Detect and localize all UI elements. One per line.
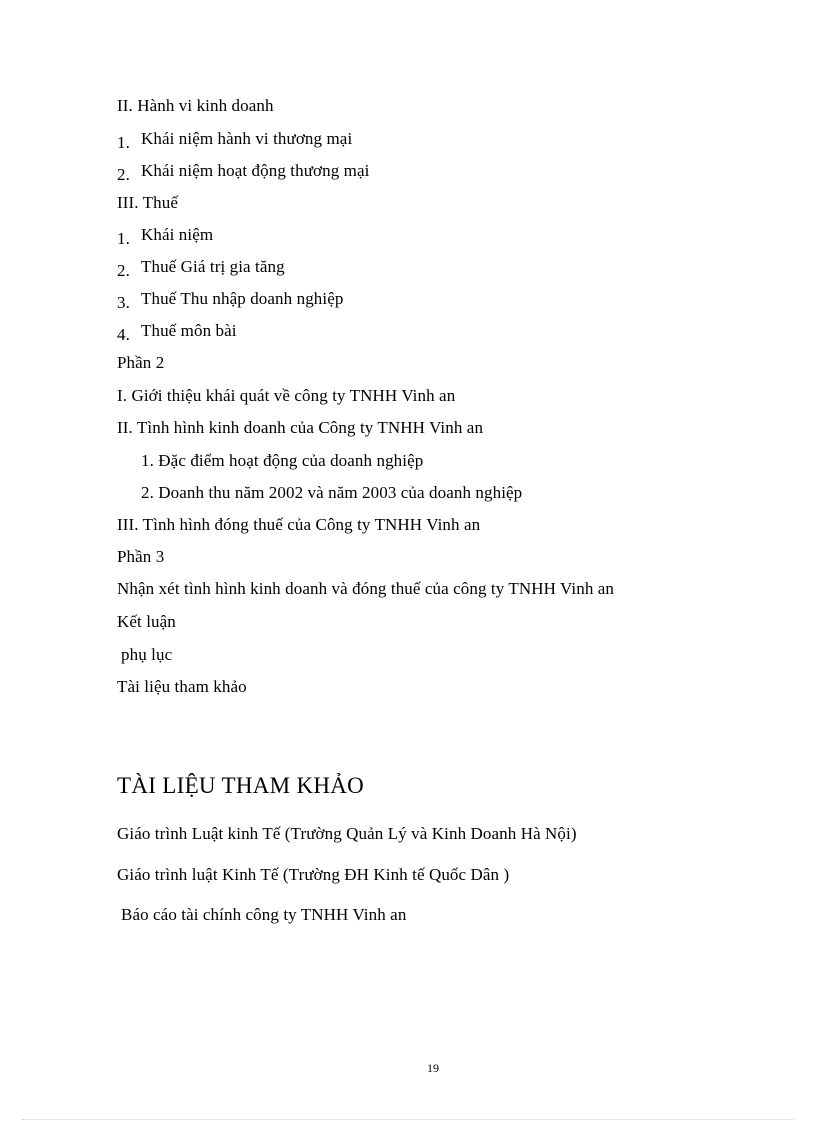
page-bottom-divider bbox=[22, 1119, 794, 1120]
toc-item-label: Khái niệm hành vi thương mại bbox=[141, 129, 353, 148]
toc-references: Tài liệu tham khảo bbox=[117, 677, 247, 696]
toc-item-number: 1. bbox=[117, 133, 130, 152]
toc-item-iii-1 bbox=[117, 225, 214, 248]
bibliography-ref-1: Giáo trình Luật kinh Tế (Trường Quản Lý và Kinh Doanh Hà Nội) bbox=[117, 824, 577, 843]
toc-item-iii-2 bbox=[117, 257, 285, 280]
toc-section-iii: III. Thuế bbox=[117, 193, 179, 212]
toc-p2-section-ii: II. Tình hình kinh doanh của Công ty TNHH Vinh an bbox=[117, 418, 484, 437]
toc-item-number: 3. bbox=[117, 293, 130, 312]
toc-section-ii: II. Hành vi kinh doanh bbox=[117, 96, 274, 115]
bibliography-ref-2: Giáo trình luật Kinh Tế (Trường ĐH Kinh tế Quốc Dân ) bbox=[117, 865, 510, 884]
toc-item-ii-1 bbox=[117, 129, 353, 152]
toc-item-number: 2. bbox=[117, 165, 130, 184]
toc-p3-text: Nhận xét tình hình kinh doanh và đóng thuế của công ty TNHH Vinh an bbox=[117, 579, 615, 598]
toc-appendix: phụ lục bbox=[121, 645, 173, 664]
toc-item-iii-3 bbox=[117, 289, 344, 312]
toc-p2-section-iii: III. Tình hình đóng thuế của Công ty TNHH Vinh an bbox=[117, 515, 481, 534]
toc-item-label: Thuế Thu nhập doanh nghiệp bbox=[141, 289, 344, 308]
toc-p2-section-i: I. Giới thiệu khái quát về công ty TNHH Vinh an bbox=[117, 386, 456, 405]
toc-p2-item-1: 1. Đặc điểm hoạt động của doanh nghiệp bbox=[141, 451, 424, 470]
toc-item-number: 4. bbox=[117, 325, 130, 344]
toc-part-2: Phần 2 bbox=[117, 353, 165, 372]
bibliography-ref-3: Báo cáo tài chính công ty TNHH Vinh an bbox=[121, 905, 407, 924]
toc-item-label: Thuế môn bài bbox=[141, 321, 237, 340]
toc-item-iii-4 bbox=[117, 321, 237, 344]
toc-item-label: Thuế Giá trị gia tăng bbox=[141, 257, 285, 276]
toc-conclusion: Kết luận bbox=[117, 612, 176, 631]
toc-part-3: Phần 3 bbox=[117, 547, 165, 566]
toc-item-label: Khái niệm bbox=[141, 225, 214, 244]
toc-p2-item-2: 2. Doanh thu năm 2002 và năm 2003 của doanh nghiệp bbox=[141, 483, 523, 502]
toc-item-ii-2 bbox=[117, 161, 370, 184]
page-number: 19 bbox=[427, 1061, 439, 1075]
toc-item-number: 1. bbox=[117, 229, 130, 248]
toc-item-label: Khái niệm hoạt động thương mại bbox=[141, 161, 370, 180]
toc-item-number: 2. bbox=[117, 261, 130, 280]
bibliography-heading: TÀI LIỆU THAM KHẢO bbox=[117, 773, 365, 798]
